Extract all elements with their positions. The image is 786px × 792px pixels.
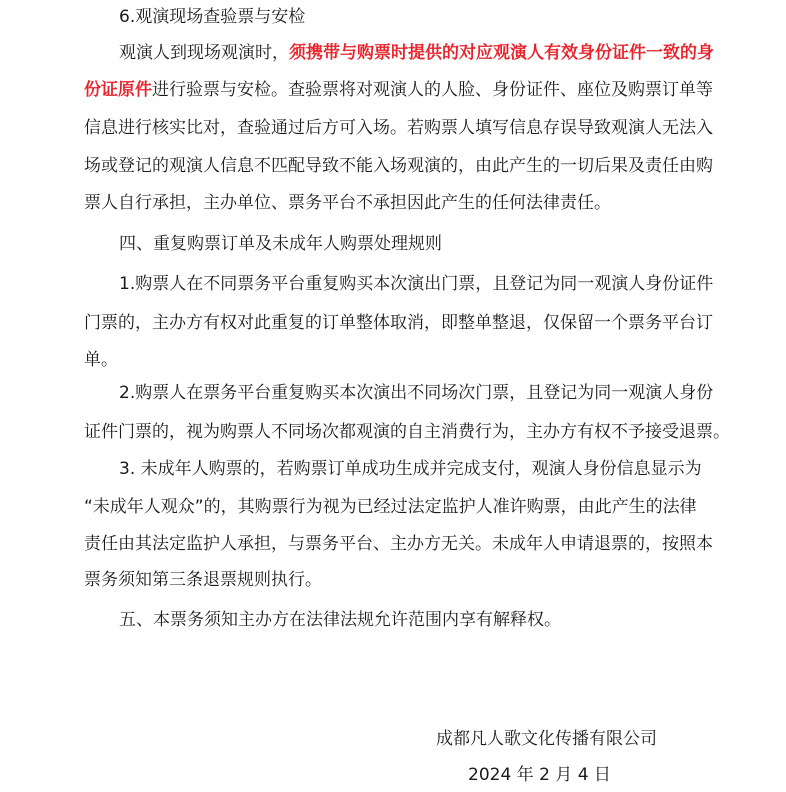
rule2-line-1: 2.购票人在票务平台重复购买本次演出不同场次门票，且登记为同一观演人身份 xyxy=(119,383,714,403)
signature-company: 成都凡人歌文化传播有限公司 xyxy=(436,729,657,749)
rule3-line-1: 3. 未成年人购票的，若购票订单成功生成并完成支付，观演人身份信息显示为 xyxy=(119,459,702,479)
section6-highlight-text: 须携带与购票时提供的对应观演人有效身份证件一致的身 xyxy=(289,43,714,63)
rule3-line-4: 票务须知第三条退票规则执行。 xyxy=(84,570,322,590)
section5-text: 五、本票务须知主办方在法律法规允许范围内享有解释权。 xyxy=(119,610,561,630)
rule3-line-3: 责任由其法定监护人承担，与票务平台、主办方无关。未成年人申请退票的，按照本 xyxy=(84,534,713,554)
section6-paragraph-line-1 xyxy=(119,42,714,64)
section6-paragraph-line-2 xyxy=(84,79,713,101)
section6-line1-text: 观演人到现场观演时， xyxy=(119,43,289,63)
rule3-line-2: “未成年人观众”的，其购票行为视为已经过法定监护人准许购票，由此产生的法律 xyxy=(84,497,697,517)
section6-highlight-text-cont: 份证原件 xyxy=(84,80,152,100)
signature-date: 2024 年 2 月 4 日 xyxy=(468,765,611,785)
rule1-line-3: 单。 xyxy=(84,350,118,370)
section6-line2-text: 进行验票与安检。查验票将对观演人的人脸、身份证件、座位及购票订单等 xyxy=(152,80,713,100)
section6-heading: 6.观演现场查验票与安检 xyxy=(119,7,306,27)
rule2-line-2: 证件门票的，视为购票人不同场次都观演的自主消费行为，主办方有权不予接受退票。 xyxy=(84,422,730,442)
rule1-line-2: 门票的，主办方有权对此重复的订单整体取消，即整单整退，仅保留一个票务平台订 xyxy=(84,313,713,333)
rule1-line-1: 1.购票人在不同票务平台重复购买本次演出门票，且登记为同一观演人身份证件 xyxy=(119,274,714,294)
section6-paragraph-line-4: 场或登记的观演人信息不匹配导致不能入场观演的，由此产生的一切后果及责任由购 xyxy=(84,156,713,176)
section6-paragraph-line-5: 票人自行承担，主办单位、票务平台不承担因此产生的任何法律责任。 xyxy=(84,193,611,213)
section4-heading: 四、重复购票订单及未成年人购票处理规则 xyxy=(119,234,442,254)
section6-paragraph-line-3: 信息进行核实比对，查验通过后方可入场。若购票人填写信息存误导致观演人无法入 xyxy=(84,118,713,138)
